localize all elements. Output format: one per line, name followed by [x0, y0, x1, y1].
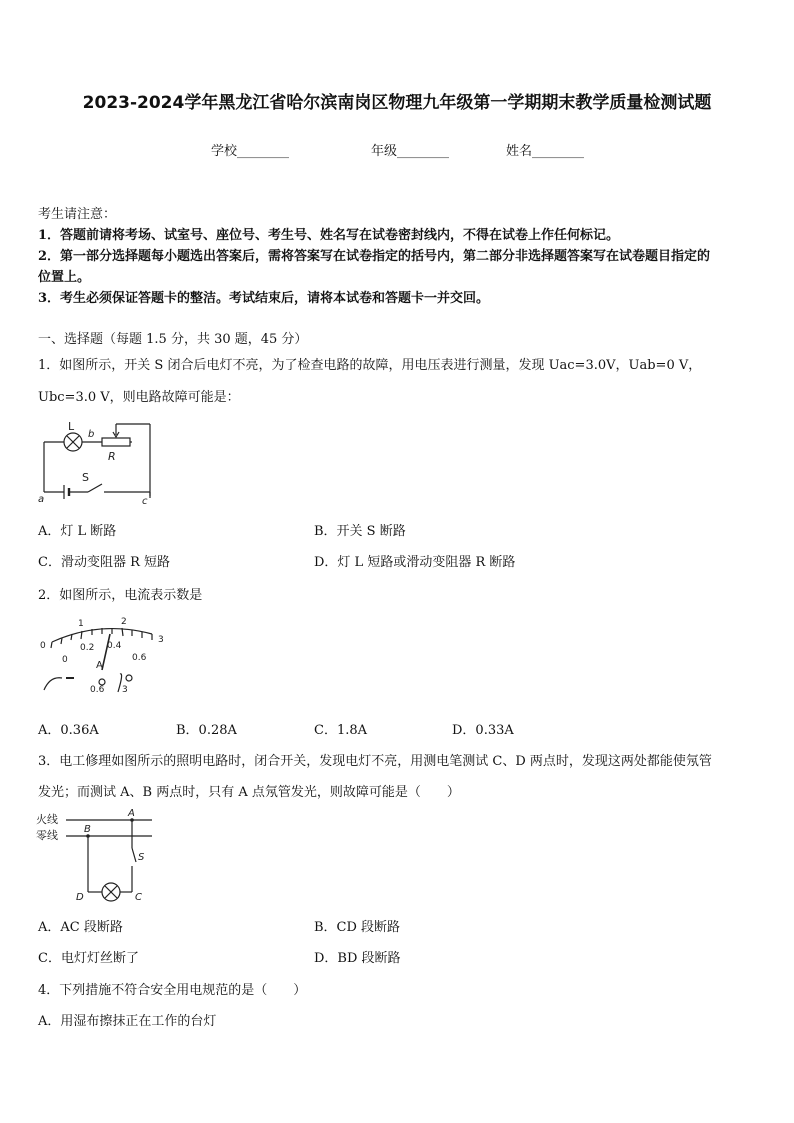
q2-terminal-3: 3 — [122, 685, 128, 695]
section-heading: 一、选择题（每题 1.5 分，共 30 题，45 分） — [38, 332, 308, 347]
notice-item-2: 2．第一部分选择题每小题选出答案后，需将答案写在试卷指定的括号内，第二部分非选择题答案写在试卷题目指定的 — [38, 249, 711, 264]
q1-option-a[interactable]: A．灯 L 断路 — [38, 524, 117, 539]
q3-label-D: D — [76, 892, 84, 903]
q2-tick-top-2: 2 — [121, 617, 127, 627]
grade-field: 年级________ — [371, 144, 450, 159]
q3-lighting-circuit-figure — [36, 808, 156, 904]
q3-label-A: A — [128, 808, 135, 819]
q2-tick-top-0: 0 — [40, 641, 46, 651]
q1-text-line2: Ubc=3.0 V，则电路故障可能是： — [38, 390, 240, 405]
q2-terminal-06: 0.6 — [90, 685, 105, 695]
q1-label-a: a — [38, 494, 45, 505]
q2-tick-bottom-3: 0.6 — [132, 653, 147, 663]
q1-label-S: S — [82, 471, 89, 484]
q3-option-a[interactable]: A．AC 段断路 — [38, 920, 123, 935]
q1-option-c[interactable]: C．滑动变阻器 R 短路 — [38, 555, 170, 570]
q1-label-R: R — [108, 450, 116, 463]
q2-tick-bottom-0: 0 — [62, 655, 68, 665]
q2-option-c[interactable]: C．1.8A — [314, 723, 368, 738]
q1-label-c: c — [142, 496, 148, 506]
q2-option-a[interactable]: A．0.36A — [38, 723, 99, 738]
q4-text-line1: 4．下列措施不符合安全用电规范的是（ ） — [38, 983, 307, 998]
notice-item-2-cont: 位置上。 — [38, 270, 91, 285]
q4-option-a[interactable]: A．用湿布擦抹正在工作的台灯 — [38, 1014, 217, 1029]
q3-label-neutral: 零线 — [36, 829, 58, 842]
q1-circuit-figure — [36, 418, 158, 506]
q3-option-b[interactable]: B．CD 段断路 — [314, 920, 401, 935]
school-field: 学校________ — [211, 144, 290, 159]
q3-option-c[interactable]: C．电灯灯丝断了 — [38, 951, 139, 966]
q3-text-line1: 3．电工修理如图所示的照明电路时，闭合开关，发现电灯不亮，用测电笔测试 C、D 两点时，发现这两处都能使氖管 — [38, 754, 712, 769]
q2-tick-bottom-1: 0.2 — [80, 643, 95, 653]
q3-text-line2: 发光；而测试 A、B 两点时，只有 A 点氖管发光，则故障可能是（ ） — [38, 785, 460, 800]
q2-tick-top-1: 1 — [78, 619, 84, 629]
q1-option-b[interactable]: B．开关 S 断路 — [314, 524, 406, 539]
q2-ammeter-figure — [34, 612, 174, 702]
q2-tick-bottom-2: 0.4 — [107, 641, 122, 651]
page-title: 2023-2024学年黑龙江省哈尔滨南岗区物理九年级第一学期期末教学质量检测试题 — [82, 93, 712, 113]
q1-text-line1: 1．如图所示，开关 S 闭合后电灯不亮，为了检查电路的故障，用电压表进行测量，发现 Uac=3.0V，Uab=0 V， — [38, 358, 702, 373]
notice-item-3: 3．考生必须保证答题卡的整洁。考试结束后，请将本试卷和答题卡一并交回。 — [38, 291, 490, 306]
q1-option-d[interactable]: D．灯 L 短路或滑动变阻器 R 断路 — [314, 555, 516, 570]
q3-option-d[interactable]: D．BD 段断路 — [314, 951, 401, 966]
q2-text-line1: 2．如图所示，电流表示数是 — [38, 588, 203, 603]
q2-option-d[interactable]: D．0.33A — [452, 723, 514, 738]
q1-label-L: L — [68, 420, 75, 433]
notice-item-1: 1．答题前请将考场、试室号、座位号、考生号、姓名写在试卷密封线内，不得在试卷上作任何标记。 — [38, 228, 620, 243]
q2-tick-top-3: 3 — [158, 635, 164, 645]
q3-label-S: S — [138, 852, 145, 863]
q3-label-live: 火线 — [36, 813, 58, 826]
q1-label-b: b — [88, 429, 95, 440]
q2-unit-label: A — [96, 660, 103, 671]
notice-heading: 考生请注意： — [38, 207, 117, 222]
q3-label-B: B — [84, 824, 91, 835]
q3-label-C: C — [135, 892, 142, 903]
name-field: 姓名________ — [506, 144, 585, 159]
q2-option-b[interactable]: B．0.28A — [176, 723, 237, 738]
